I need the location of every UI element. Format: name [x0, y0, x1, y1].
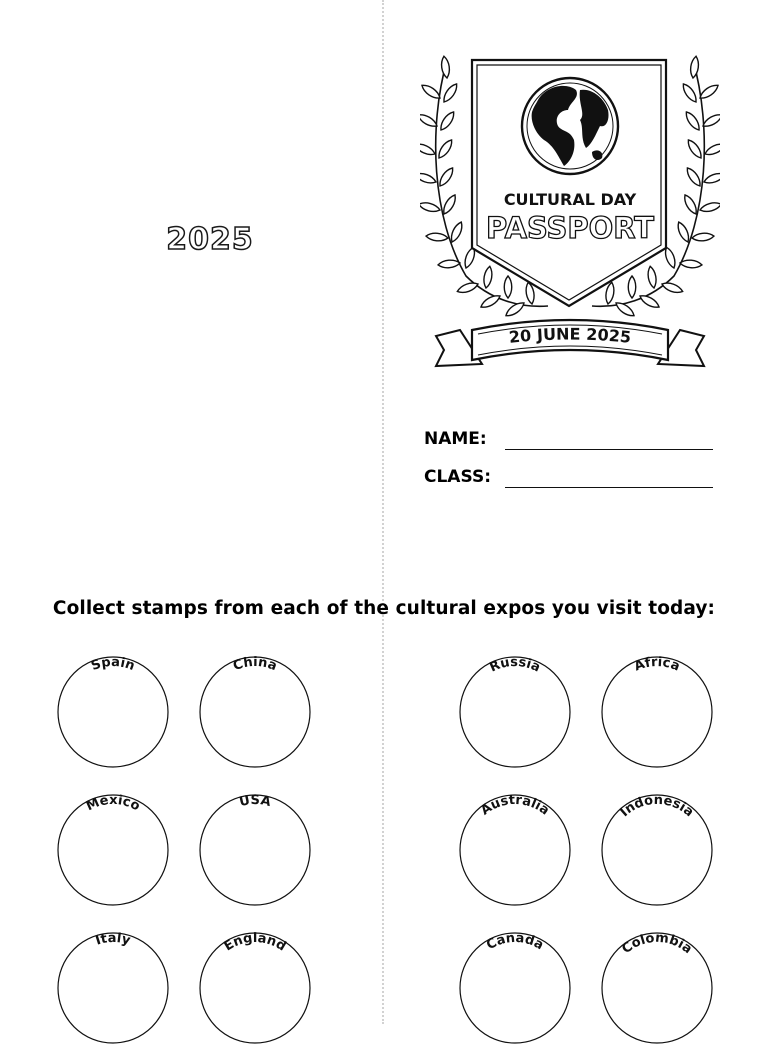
stamp-circle-usa[interactable]: [197, 792, 313, 908]
stamp-label: USA: [237, 792, 273, 811]
stamp-label: Africa: [632, 654, 682, 675]
stamp-circle-spain[interactable]: [55, 654, 171, 770]
stamp-label: England: [221, 930, 289, 955]
stamp-circle-indonesia[interactable]: [599, 792, 715, 908]
fold-line: [382, 0, 384, 1024]
passport-title-line1: CULTURAL DAY: [503, 190, 637, 209]
stamp-label: Spain: [89, 654, 137, 675]
svg-text:USA: [238, 793, 272, 810]
stamp-circle-china[interactable]: [197, 654, 313, 770]
stamp-circle-colombia[interactable]: [599, 930, 715, 1046]
name-field[interactable]: [505, 449, 713, 450]
stamp-label: Australia: [478, 792, 552, 819]
stamp-circle-mexico[interactable]: [55, 792, 171, 908]
passport-title-line2: PASSPORT: [486, 211, 655, 245]
stamp-circle-england[interactable]: [197, 930, 313, 1046]
stamp-label: China: [231, 654, 279, 675]
stamp-circle-canada[interactable]: [457, 930, 573, 1046]
stamp-label: Colombia: [619, 930, 695, 958]
globe-icon: [522, 78, 618, 174]
class-field[interactable]: [505, 487, 713, 488]
instructions-text: Collect stamps from each of the cultural expos you visit today:: [52, 598, 716, 619]
stamp-label: Mexico: [84, 792, 143, 815]
stamp-circle-australia[interactable]: [457, 792, 573, 908]
stamp-circle-russia[interactable]: [457, 654, 573, 770]
passport-emblem: [420, 48, 720, 388]
stamp-circle-africa[interactable]: [599, 654, 715, 770]
stamp-label: Indonesia: [617, 792, 697, 821]
stamp-label: Canada: [484, 930, 547, 954]
name-label: NAME:: [424, 429, 487, 449]
passport-date: 20 JUNE 2025: [507, 324, 633, 347]
class-label: CLASS:: [424, 467, 491, 487]
stamp-label: Italy: [93, 930, 132, 949]
cover-year: 2025: [166, 222, 254, 257]
stamp-circle-italy[interactable]: [55, 930, 171, 1046]
stamp-label: Russia: [487, 654, 543, 676]
